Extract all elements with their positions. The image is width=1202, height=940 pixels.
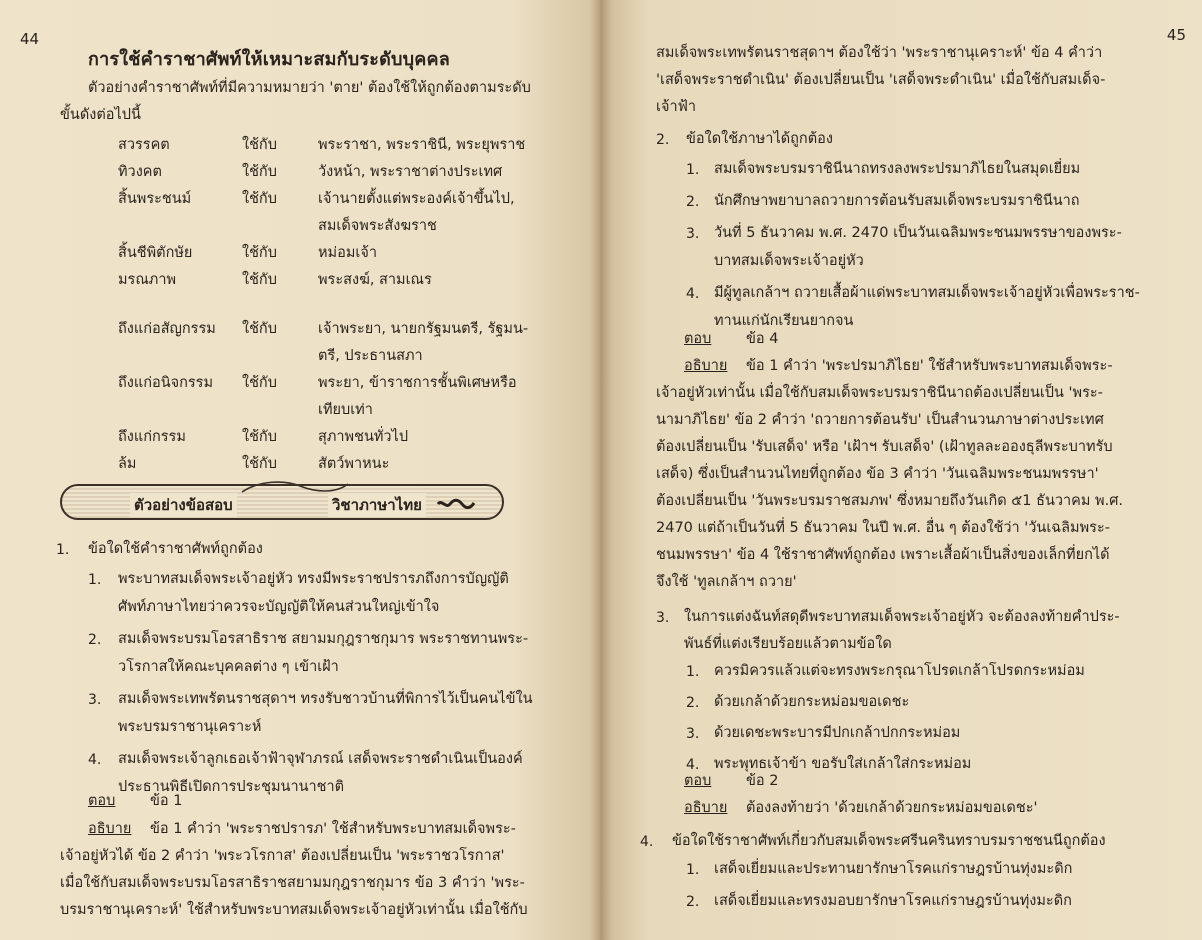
applies-to-line: พระราชา, พระราชินี, พระยุพราช — [318, 137, 526, 153]
option-text: วันที่ 5 ธันวาคม พ.ศ. 2470 เป็นวันเฉลิมพระชนมพรรษาของพระ- — [714, 225, 1122, 241]
answer-value: ข้อ 2 — [746, 773, 779, 789]
applies-to-line: เทียบเท่า — [318, 402, 373, 418]
option-number: 1. — [686, 664, 700, 680]
answer-label: ตอบ — [684, 331, 712, 347]
applies-to-line: พระสงฆ์, สามเณร — [318, 272, 432, 288]
option-text: สมเด็จพระเจ้าลูกเธอเจ้าฟ้าจุฬาภรณ์ เสด็จพระราชดำเนินเป็นองค์ — [118, 751, 523, 767]
option-text: วโรกาสให้คณะบุคคลต่าง ๆ เข้าเฝ้า — [118, 659, 339, 675]
question-text: พันธ์ที่แต่งเรียบร้อยแล้วตามข้อใด — [684, 636, 892, 652]
applies-to-line: สัตว์พาหนะ — [318, 456, 390, 472]
option-number: 4. — [88, 752, 102, 768]
rank-applies-to — [318, 159, 502, 186]
option-text: บาทสมเด็จพระเจ้าอยู่หัว — [714, 253, 864, 269]
answer-value: ข้อ 1 — [150, 793, 183, 809]
rank-term: ถึงแก่อนิจกรรม — [118, 375, 214, 391]
option-text: นักศึกษาพยาบาลถวายการต้อนรับสมเด็จพระบรมราชินีนาถ — [714, 193, 1080, 209]
explanation-line: ข้อ 1 คำว่า 'พระราชปรารภ' ใช้สำหรับพระบาทสมเด็จพระ- — [150, 821, 516, 837]
rank-term: มรณภาพ — [118, 272, 177, 288]
option-number: 2. — [686, 194, 700, 210]
applies-to-line: ตรี, ประธานสภา — [318, 348, 423, 364]
rank-applies-to — [318, 132, 525, 159]
use-with-label: ใช้กับ — [242, 164, 277, 180]
option-text: พระพุทธเจ้าข้า ขอรับใส่เกล้าใส่กระหม่อม — [714, 756, 972, 772]
use-with-label: ใช้กับ — [242, 375, 277, 391]
applies-to-line: วังหน้า, พระราชาต่างประเทศ — [318, 164, 503, 180]
question-text: ข้อใดใช้ภาษาได้ถูกต้อง — [686, 131, 833, 147]
explanation-line: นามาภิไธย' ข้อ 2 คำว่า 'ถวายการต้อนรับ' เป็นสำนวนภาษาต่างประเทศ — [656, 412, 1104, 428]
left-page — [0, 0, 600, 940]
rank-applies-to — [318, 370, 517, 424]
book-gutter — [590, 0, 612, 940]
question-number: 2. — [656, 132, 670, 148]
rank-term: สิ้นชีพิตักษัย — [118, 245, 193, 261]
option-text: ศัพท์ภาษาไทยว่าควรจะบัญญัติให้คนส่วนใหญ่เข้าใจ — [118, 599, 440, 615]
answer-label: ตอบ — [684, 773, 712, 789]
applies-to-line: เจ้าพระยา, นายกรัฐมนตรี, รัฐมน- — [318, 321, 529, 337]
right-page — [600, 0, 1202, 940]
option-number: 1. — [686, 862, 700, 878]
option-text: มีผู้ทูลเกล้าฯ ถวายเสื้อผ้าแด่พระบาทสมเด็จพระเจ้าอยู่หัวเพื่อพระราช- — [714, 285, 1140, 301]
use-with-label: ใช้กับ — [242, 456, 277, 472]
rank-applies-to — [318, 267, 432, 294]
option-text: สมเด็จพระบรมราชินีนาถทรงลงพระปรมาภิไธยในสมุดเยี่ยม — [714, 161, 1081, 177]
applies-to-line: สุภาพชนทั่วไป — [318, 429, 409, 445]
rank-applies-to — [318, 316, 528, 370]
question-number: 3. — [656, 610, 670, 626]
section-heading: การใช้คำราชาศัพท์ให้เหมาะสมกับระดับบุคคล — [88, 49, 450, 70]
option-number: 4. — [686, 757, 700, 773]
option-text: เสด็จเยี่ยมและทรงมอบยารักษาโรคแก่ราษฎรบ้านทุ่งมะดิก — [714, 893, 1072, 909]
rank-term: ทิวงคต — [118, 164, 162, 180]
option-text: สมเด็จพระบรมโอรสาธิราช สยามมกุฎราชกุมาร พระราชทานพระ- — [118, 631, 529, 647]
use-with-label: ใช้กับ — [242, 137, 277, 153]
explanation-line: 2470 แต่ถ้าเป็นวันที่ 5 ธันวาคม ในปี พ.ศ. อื่น ๆ ต้องใช้ว่า 'วันเฉลิมพระ- — [656, 520, 1110, 536]
option-number: 3. — [686, 726, 700, 742]
option-text: ด้วยเกล้าด้วยกระหม่อมขอเดชะ — [714, 694, 910, 710]
option-text: สมเด็จพระเทพรัตนราชสุดาฯ ทรงรับชาวบ้านที่พิการไว้เป็นคนไข้ใน — [118, 691, 533, 707]
rank-term: ถึงแก่กรรม — [118, 429, 186, 445]
use-with-label: ใช้กับ — [242, 272, 277, 288]
question-text: ข้อใดใช้คำราชาศัพท์ถูกต้อง — [88, 541, 263, 557]
option-text: ทานแก่นักเรียนยากจน — [714, 313, 854, 329]
banner-label: ตัวอย่างข้อสอบ — [130, 493, 237, 517]
applies-to-line: สมเด็จพระสังฆราช — [318, 218, 437, 234]
continued-line: 'เสด็จพระราชดำเนิน' ต้องเปลี่ยนเป็น 'เสด็จพระดำเนิน' เมื่อใช้กับสมเด็จ- — [656, 72, 1106, 88]
option-number: 2. — [88, 632, 102, 648]
page-number: 45 — [1166, 26, 1186, 44]
explanation-label: อธิบาย — [684, 358, 728, 374]
continued-line: สมเด็จพระเทพรัตนราชสุดาฯ ต้องใช้ว่า 'พระราชานุเคราะห์' ข้อ 4 คำว่า — [656, 45, 1103, 61]
use-with-label: ใช้กับ — [242, 429, 277, 445]
rank-applies-to — [318, 451, 389, 478]
explanation-line: จึงใช้ 'ทูลเกล้าฯ ถวาย' — [656, 574, 797, 590]
rank-applies-to — [318, 240, 377, 267]
option-number: 2. — [686, 894, 700, 910]
applies-to-line: หม่อมเจ้า — [318, 245, 377, 261]
explanation-line: ต้องลงท้ายว่า 'ด้วยเกล้าด้วยกระหม่อมขอเดชะ' — [746, 800, 1038, 816]
question-number: 1. — [56, 542, 70, 558]
option-number: 1. — [686, 162, 700, 178]
question-text: ในการแต่งฉันท์สดุดีพระบาทสมเด็จพระเจ้าอยู่หัว จะต้องลงท้ายคำประ- — [684, 609, 1120, 625]
option-number: 4. — [686, 286, 700, 302]
explanation-label: อธิบาย — [88, 821, 132, 837]
explanation-line: เจ้าอยู่หัวได้ ข้อ 2 คำว่า 'พระวโรกาส' ต้องเปลี่ยนเป็น 'พระราชวโรกาส' — [60, 848, 505, 864]
option-text: เสด็จเยี่ยมและประทานยารักษาโรคแก่ราษฎรบ้านทุ่งมะดิก — [714, 861, 1073, 877]
applies-to-line: พระยา, ข้าราชการชั้นพิเศษหรือ — [318, 375, 517, 391]
option-number: 2. — [686, 695, 700, 711]
intro-line: ตัวอย่างคำราชาศัพท์ที่มีความหมายว่า 'ตาย' ต้องใช้ให้ถูกต้องตามระดับ — [88, 80, 531, 96]
intro-line: ขั้นดังต่อไปนี้ — [60, 107, 141, 123]
option-text: ควรมิควรแล้วแต่จะทรงพระกรุณาโปรดเกล้าโปรดกระหม่อม — [714, 663, 1085, 679]
ink-scribble-icon — [436, 498, 476, 510]
rank-applies-to — [318, 424, 408, 451]
rank-term: สวรรคต — [118, 137, 170, 153]
use-with-label: ใช้กับ — [242, 321, 277, 337]
option-text: พระบาทสมเด็จพระเจ้าอยู่หัว ทรงมีพระราชปรารภถึงการบัญญัติ — [118, 571, 509, 587]
explanation-line: ต้องเปลี่ยนเป็น 'รับเสด็จ' หรือ 'เฝ้าฯ รับเสด็จ' (เฝ้าทูลละอองธุลีพระบาทรับ — [656, 439, 1113, 455]
option-text: พระบรมราชานุเคราะห์ — [118, 719, 262, 735]
banner-subject: วิชาภาษาไทย — [328, 493, 426, 517]
explanation-line: ชนมพรรษา' ข้อ 4 ใช้ราชาศัพท์ถูกต้อง เพราะเสื้อผ้าเป็นสิ่งของเล็กที่ยกได้ — [656, 547, 1110, 563]
question-text: ข้อใดใช้ราชาศัพท์เกี่ยวกับสมเด็จพระศรีนครินทราบรมราชชนนีถูกต้อง — [672, 833, 1106, 849]
option-number: 1. — [88, 572, 102, 588]
explanation-line: ข้อ 1 คำว่า 'พระปรมาภิไธย' ใช้สำหรับพระบาทสมเด็จพระ- — [746, 358, 1113, 374]
applies-to-line: เจ้านายตั้งแต่พระองค์เจ้าขึ้นไป, — [318, 191, 515, 207]
rank-applies-to — [318, 186, 515, 240]
use-with-label: ใช้กับ — [242, 245, 277, 261]
page-number: 44 — [20, 30, 40, 48]
explanation-label: อธิบาย — [684, 800, 728, 816]
rank-term: ล้ม — [118, 456, 137, 472]
explanation-line: เมื่อใช้กับสมเด็จพระบรมโอรสาธิราชสยามมกุฎราชกุมาร ข้อ 3 คำว่า 'พระ- — [60, 875, 525, 891]
exam-example-banner — [60, 484, 504, 520]
explanation-line: บรมราชานุเคราะห์' ใช้สำหรับพระบาทสมเด็จพระเจ้าอยู่หัวเท่านั้น เมื่อใช้กับ — [60, 902, 528, 918]
option-number: 3. — [686, 226, 700, 242]
rank-term: ถึงแก่อสัญกรรม — [118, 321, 216, 337]
question-number: 4. — [640, 834, 654, 850]
answer-label: ตอบ — [88, 793, 116, 809]
explanation-line: ต้องเปลี่ยนเป็น 'วันพระบรมราชสมภพ' ซึ่งหมายถึงวันเกิด ๕1 ธันวาคม พ.ศ. — [656, 493, 1124, 509]
use-with-label: ใช้กับ — [242, 191, 277, 207]
answer-value: ข้อ 4 — [746, 331, 779, 347]
explanation-line: เสด็จ) ซึ่งเป็นสำนวนไทยที่ถูกต้อง ข้อ 3 คำว่า 'วันเฉลิมพระชนมพรรษา' — [656, 466, 1099, 482]
option-text: ด้วยเดชะพระบารมีปกเกล้าปกกระหม่อม — [714, 725, 961, 741]
explanation-line: เจ้าอยู่หัวเท่านั้น เมื่อใช้กับสมเด็จพระบรมราชินีนาถต้องเปลี่ยนเป็น 'พระ- — [656, 385, 1103, 401]
continued-line: เจ้าฟ้า — [656, 99, 697, 115]
option-text: ประธานพิธีเปิดการประชุมนานาชาติ — [118, 779, 345, 795]
option-number: 3. — [88, 692, 102, 708]
rank-term: สิ้นพระชนม์ — [118, 191, 192, 207]
